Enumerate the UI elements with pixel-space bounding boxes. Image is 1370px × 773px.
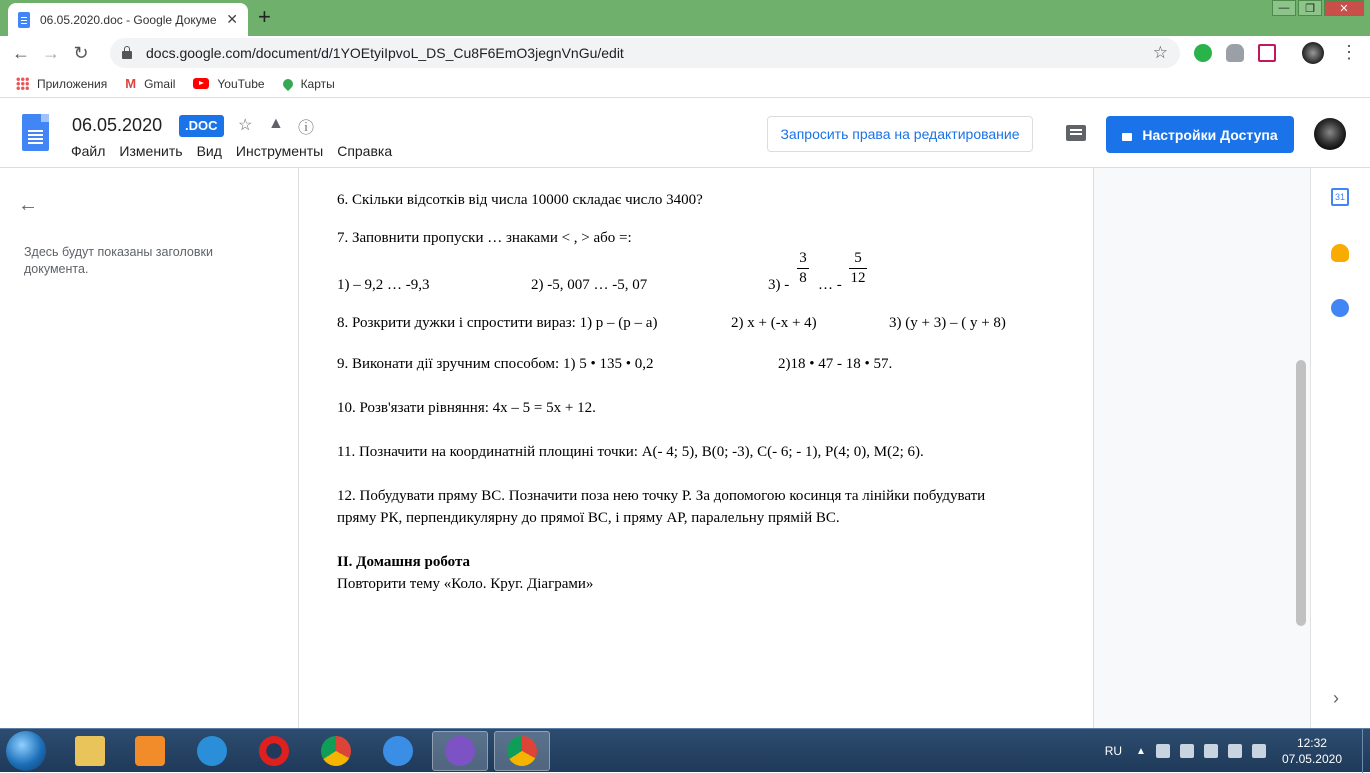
opera-icon	[259, 736, 289, 766]
forward-button[interactable]: →	[42, 42, 60, 63]
extension-cloud-icon[interactable]	[1226, 44, 1244, 62]
question-11: 11. Позначити на координатній площині точки: A(- 4; 5), B(0; -3), C(- 6; - 1), P(4; 0), M(2; 6).	[337, 444, 924, 460]
menu-edit[interactable]: Изменить	[119, 143, 183, 159]
info-icon[interactable]: ⓘ	[298, 120, 315, 137]
lock-icon	[122, 51, 132, 59]
share-button[interactable]	[1106, 116, 1294, 153]
calendar-icon[interactable]: 31	[1331, 188, 1349, 206]
language-indicator[interactable]: RU	[1104, 744, 1123, 758]
document-scrollbar[interactable]	[1296, 360, 1306, 626]
chrome-icon	[507, 736, 537, 766]
question-6: 6. Скільки відсотків від числа 10000 складає число 3400?	[337, 192, 703, 208]
document-outline-panel	[0, 168, 298, 728]
fraction-5-12	[848, 250, 868, 287]
bookmarks-bar	[0, 70, 1370, 98]
side-apps-panel	[1310, 168, 1370, 728]
chrome-menu-icon[interactable]: ⋮	[1340, 42, 1358, 62]
google-docs-favicon-icon	[18, 12, 30, 28]
fraction-numerator: 5	[854, 250, 862, 266]
share-lock-icon	[1122, 133, 1132, 141]
taskbar-sync-app[interactable]	[370, 731, 426, 771]
question-12-line-2: пряму РК, перпендикулярну до прямої ВС, і пряму АР, паралельну прямій ВС.	[337, 510, 840, 526]
menu-file[interactable]: Файл	[71, 143, 106, 159]
close-window-button[interactable]: ✕	[1324, 0, 1364, 16]
docs-menu-bar	[71, 143, 406, 159]
document-title[interactable]: 06.05.2020	[72, 115, 163, 135]
document-page[interactable]	[298, 168, 1094, 728]
bookmark-maps[interactable]: Карты	[283, 77, 335, 91]
apps-grid-icon	[16, 77, 29, 90]
extension-check-icon[interactable]	[1194, 44, 1212, 62]
start-button[interactable]	[6, 731, 46, 771]
drive-icon[interactable]: ▲	[268, 115, 284, 132]
maximize-button[interactable]: ❐	[1298, 0, 1322, 16]
windows-taskbar	[0, 728, 1370, 772]
comments-icon[interactable]	[1066, 125, 1086, 141]
extension-pocket-icon[interactable]	[1258, 44, 1276, 62]
network-signal-icon[interactable]	[1228, 744, 1242, 758]
taskbar-chrome[interactable]	[308, 731, 364, 771]
account-avatar[interactable]	[1314, 118, 1346, 150]
system-tray	[1105, 729, 1370, 773]
menu-help[interactable]: Справка	[337, 143, 393, 159]
expand-side-panel-icon[interactable]: ›	[1333, 688, 1339, 708]
question-7: 7. Заповнити пропуски … знаками < , > або =:	[337, 230, 632, 246]
fraction-denominator: 12	[850, 270, 866, 286]
usb-icon[interactable]	[1204, 744, 1218, 758]
question-7-item-3: 3) -	[768, 277, 790, 293]
window-controls	[1270, 0, 1364, 16]
clock-time: 12:32	[1296, 736, 1327, 750]
back-button[interactable]: ←	[12, 42, 30, 63]
question-12-line-1: 12. Побудувати пряму ВС. Позначити поза нею точку Р. За допомогою косинця та лінійки побудувати	[337, 488, 986, 504]
internet-explorer-icon	[197, 736, 227, 766]
tasks-icon[interactable]	[1331, 299, 1349, 317]
bookmark-gmail[interactable]: M Gmail	[125, 76, 176, 91]
tray-expand-icon[interactable]: ▲	[1136, 745, 1146, 757]
question-9-item-2: 2)18 • 47 - 18 • 57.	[778, 356, 893, 372]
reload-button[interactable]: ↻	[73, 42, 89, 63]
profile-avatar-icon[interactable]	[1302, 42, 1324, 64]
taskbar-opera[interactable]	[246, 731, 302, 771]
new-tab-button[interactable]: +	[258, 4, 271, 29]
browser-tab[interactable]	[8, 3, 248, 36]
browser-tab-strip	[0, 0, 1370, 36]
star-icon[interactable]: ☆	[238, 117, 253, 134]
outline-placeholder-text: Здесь будут показаны заголовки документа.	[24, 245, 213, 276]
bookmark-apps[interactable]: Приложения	[16, 77, 107, 91]
folder-icon	[75, 736, 105, 766]
browser-toolbar	[0, 36, 1370, 70]
taskbar-chrome-active[interactable]	[494, 731, 550, 771]
file-type-badge: .DOC	[179, 115, 224, 137]
google-docs-logo-icon[interactable]	[22, 114, 49, 151]
tab-close-icon[interactable]: ✕	[226, 11, 238, 27]
tab-title: 06.05.2020.doc - Google Докуме	[40, 12, 217, 27]
tray-flag-icon[interactable]	[1156, 744, 1170, 758]
homework-text: Повторити тему «Коло. Круг. Діаграми»	[337, 576, 594, 592]
question-10: 10. Розв'язати рівняння: 4х – 5 = 5х + 12.	[337, 400, 596, 416]
taskbar-explorer[interactable]	[62, 731, 118, 771]
volume-icon[interactable]	[1252, 744, 1266, 758]
minimize-button[interactable]: —	[1272, 0, 1296, 16]
taskbar-internet-explorer[interactable]	[184, 731, 240, 771]
youtube-icon	[193, 78, 209, 89]
taskbar-viber[interactable]	[432, 731, 488, 771]
menu-tools[interactable]: Инструменты	[235, 143, 324, 159]
fraction-3-8	[795, 250, 811, 287]
url-text: docs.google.com/document/d/1YOEtyiIpvoL_DS_Cu8F6EmO3jegnVnGu/edit	[146, 45, 624, 61]
chrome-icon	[321, 736, 351, 766]
taskbar-clock[interactable]	[1282, 735, 1342, 767]
bluetooth-icon[interactable]	[1180, 744, 1194, 758]
keep-icon[interactable]	[1331, 244, 1349, 262]
question-8-item-3: 3) (у + 3) – ( у + 8)	[889, 315, 1006, 331]
address-bar[interactable]	[110, 38, 1180, 68]
viber-icon	[445, 736, 475, 766]
question-8: 8. Розкрити дужки і спростити вираз: 1) р – (р – а)	[337, 315, 658, 331]
homework-heading: ІІ. Домашня робота	[337, 554, 470, 570]
question-8-item-2: 2) х + (-х + 4)	[731, 315, 817, 331]
fraction-numerator: 3	[799, 250, 807, 266]
show-desktop-button[interactable]	[1362, 729, 1370, 773]
fraction-denominator: 8	[799, 270, 807, 286]
outline-close-arrow-icon[interactable]: ←	[18, 194, 38, 216]
question-7-item-2: 2) -5, 007 … -5, 07	[531, 277, 648, 293]
share-button-label: Настройки Доступа	[1142, 126, 1278, 143]
sync-app-icon	[383, 736, 413, 766]
question-7-item-3-mid: … -	[818, 277, 842, 293]
request-edit-access-button[interactable]: Запросить права на редактирование	[767, 116, 1033, 152]
gmail-icon: M	[125, 76, 137, 91]
question-9: 9. Виконати дії зручним способом: 1) 5 • 135 • 0,2	[337, 356, 654, 372]
question-7-item-1: 1) – 9,2 … -9,3	[337, 277, 430, 293]
media-player-icon	[135, 736, 165, 766]
taskbar-media-player[interactable]	[122, 731, 178, 771]
clock-date: 07.05.2020	[1281, 752, 1342, 766]
bookmark-youtube[interactable]: YouTube	[193, 77, 264, 91]
menu-view[interactable]: Вид	[196, 143, 222, 159]
maps-pin-icon	[280, 76, 294, 90]
bookmark-star-icon[interactable]: ☆	[1152, 43, 1168, 62]
